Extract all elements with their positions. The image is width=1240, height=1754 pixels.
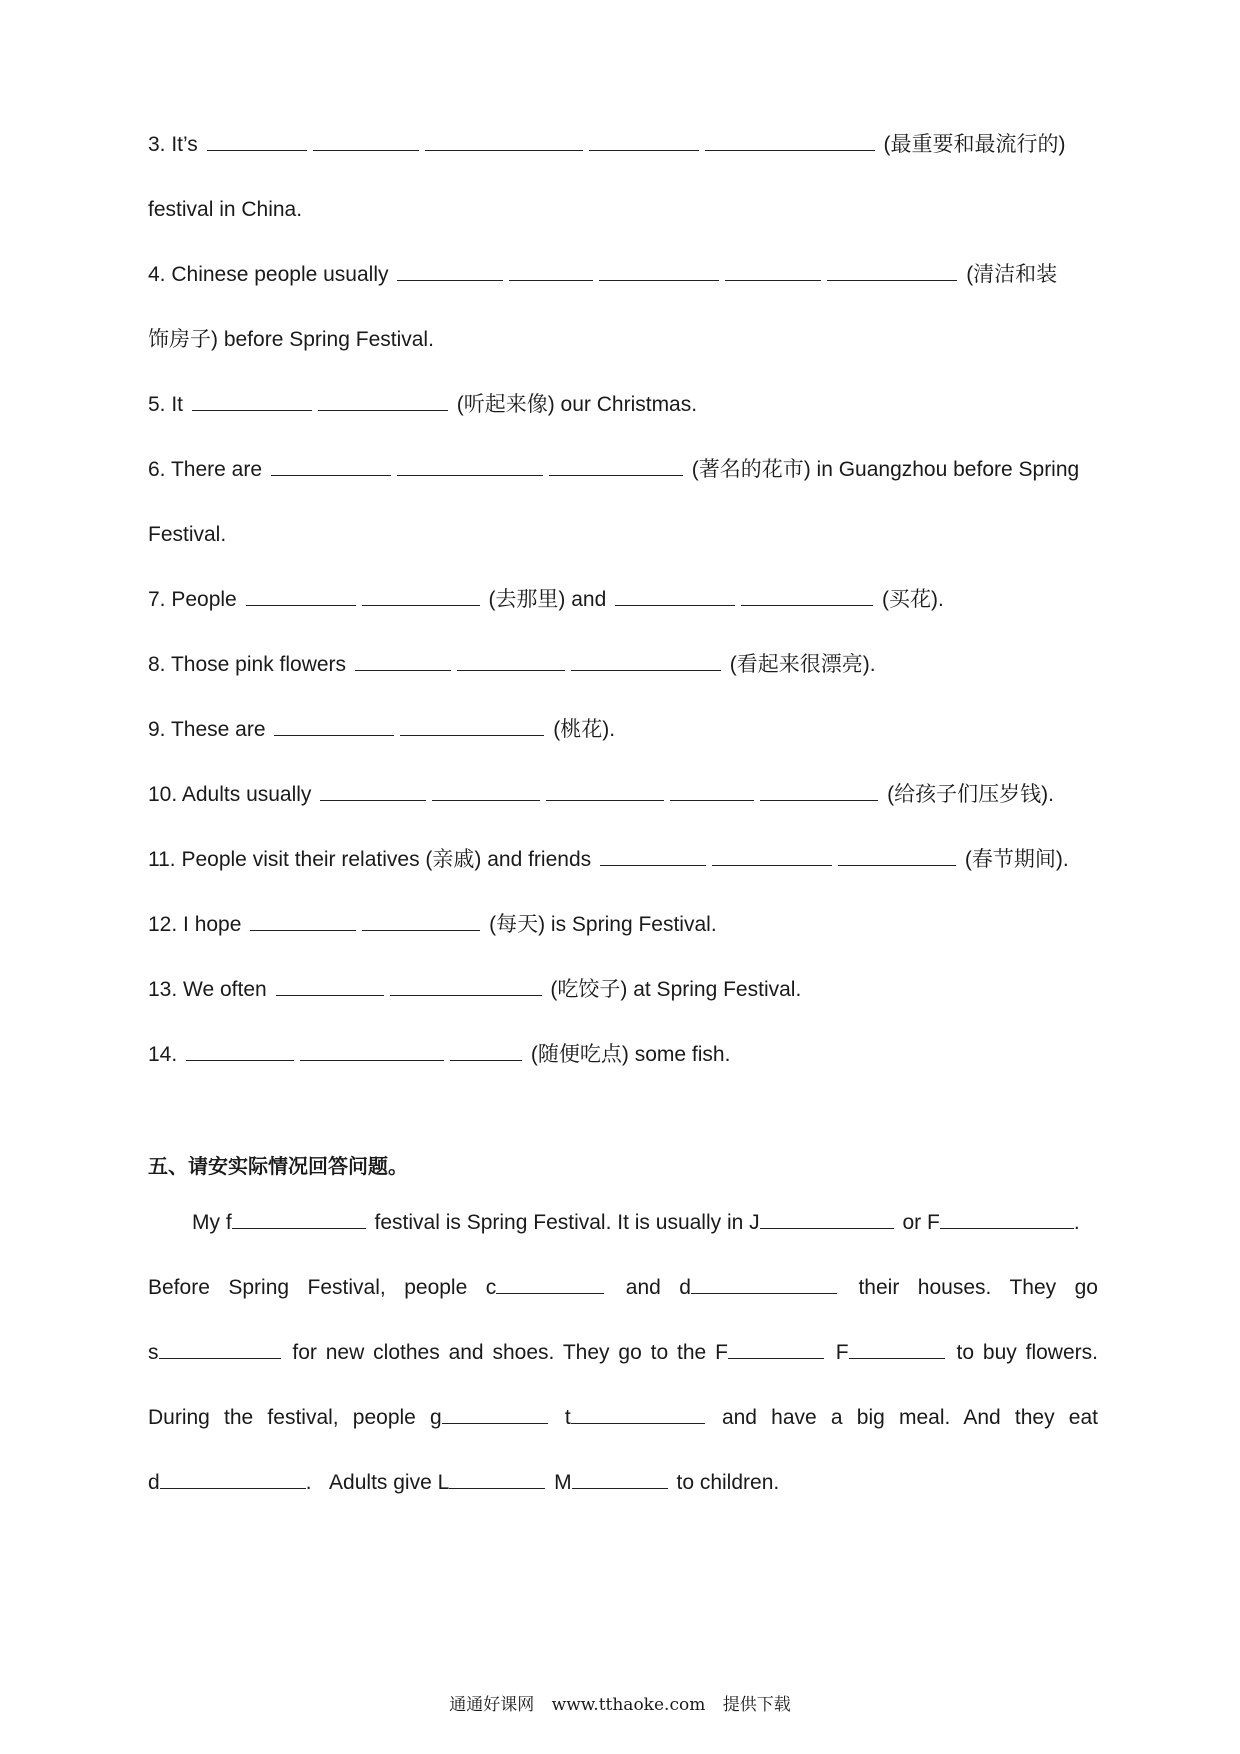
blank[interactable]	[760, 782, 878, 801]
passage-text: their houses. They go	[858, 1276, 1098, 1299]
q4-continuation: 饰房子) before Spring Festival.	[148, 328, 434, 351]
q11-hint: (春节期间).	[964, 848, 1069, 871]
q3-text-start: 3. It’s	[148, 133, 198, 156]
blank[interactable]	[450, 1042, 522, 1061]
blank[interactable]	[940, 1210, 1074, 1229]
question-8	[148, 651, 1098, 679]
question-11	[148, 846, 1098, 874]
blank[interactable]	[207, 132, 307, 151]
passage-line-1	[192, 1209, 1098, 1237]
q8-text-start: 8. Those pink flowers	[148, 653, 347, 676]
q8-hint: (看起来很漂亮).	[729, 653, 876, 676]
blank[interactable]	[313, 132, 419, 151]
page-footer	[0, 1690, 1240, 1715]
passage-text: .	[1073, 1211, 1080, 1234]
blank[interactable]	[670, 782, 754, 801]
blank[interactable]	[318, 392, 448, 411]
q7-hint-1: (去那里) and	[488, 588, 607, 611]
blank[interactable]	[827, 262, 957, 281]
blank[interactable]	[160, 1470, 306, 1489]
q9-hint: (桃花).	[553, 718, 616, 741]
passage-text: or F	[902, 1211, 940, 1234]
blank[interactable]	[712, 847, 832, 866]
passage-text: and have a big meal. And they eat	[721, 1406, 1098, 1429]
blank[interactable]	[432, 782, 540, 801]
blank[interactable]	[442, 1405, 548, 1424]
passage-line-4	[148, 1404, 1098, 1432]
blank[interactable]	[300, 1042, 444, 1061]
blank[interactable]	[589, 132, 699, 151]
blank[interactable]	[728, 1340, 824, 1359]
q14-hint: (随便吃点) some fish.	[530, 1043, 731, 1066]
blank[interactable]	[276, 977, 384, 996]
blank[interactable]	[362, 587, 480, 606]
section-heading: 五、请安实际情况回答问题。	[148, 1154, 408, 1178]
blank[interactable]	[232, 1210, 366, 1229]
q12-hint: (每天) is Spring Festival.	[489, 913, 717, 936]
passage-text: My f	[192, 1211, 232, 1234]
q11-text-start: 11. People visit their relatives (亲戚) and friends	[148, 848, 592, 871]
blank[interactable]	[362, 912, 480, 931]
q14-text-start: 14.	[148, 1043, 178, 1066]
blank[interactable]	[425, 132, 583, 151]
blank[interactable]	[725, 262, 821, 281]
blank[interactable]	[496, 1275, 604, 1294]
blank[interactable]	[449, 1470, 545, 1489]
question-7	[148, 586, 1098, 614]
blank[interactable]	[271, 457, 391, 476]
passage-text: for new clothes and shoes. They go to the F	[292, 1341, 728, 1364]
blank[interactable]	[600, 847, 706, 866]
passage-text: and d	[625, 1276, 691, 1299]
question-3	[148, 131, 1098, 159]
blank[interactable]	[572, 1470, 668, 1489]
passage-line-5	[148, 1469, 1098, 1497]
question-12	[148, 911, 1098, 939]
blank[interactable]	[741, 587, 873, 606]
blank[interactable]	[571, 652, 721, 671]
blank[interactable]	[599, 262, 719, 281]
blank[interactable]	[397, 262, 503, 281]
passage-text: t	[564, 1406, 571, 1429]
blank[interactable]	[849, 1340, 945, 1359]
passage-line-3	[148, 1339, 1098, 1367]
q5-hint: (听起来像) our Christmas.	[456, 393, 698, 416]
passage-text: to buy flowers.	[956, 1341, 1098, 1364]
passage-line-2	[148, 1274, 1098, 1302]
passage-text: During the festival, people g	[148, 1406, 442, 1429]
blank[interactable]	[250, 912, 356, 931]
passage-text: s	[148, 1341, 159, 1364]
q13-hint: (吃饺子) at Spring Festival.	[550, 978, 802, 1001]
blank[interactable]	[400, 717, 544, 736]
blank[interactable]	[546, 782, 664, 801]
blank[interactable]	[246, 587, 356, 606]
question-13	[148, 976, 1098, 1004]
question-5	[148, 391, 1098, 419]
q10-hint: (给孩子们压岁钱).	[887, 783, 1054, 806]
q6-text-start: 6. There are	[148, 458, 263, 481]
blank[interactable]	[457, 652, 565, 671]
passage-text: F	[835, 1341, 849, 1364]
question-10	[148, 781, 1098, 809]
footer-url[interactable]: www.tthaoke.com	[551, 1695, 706, 1715]
passage-text: Before Spring Festival, people c	[148, 1276, 497, 1299]
blank[interactable]	[192, 392, 312, 411]
blank[interactable]	[320, 782, 426, 801]
blank[interactable]	[838, 847, 956, 866]
blank[interactable]	[549, 457, 683, 476]
q7-hint-2: (买花).	[881, 588, 944, 611]
blank[interactable]	[274, 717, 394, 736]
blank[interactable]	[571, 1405, 705, 1424]
q9-text-start: 9. These are	[148, 718, 266, 741]
blank[interactable]	[705, 132, 875, 151]
question-4	[148, 261, 1098, 289]
passage-text: M	[554, 1471, 572, 1494]
blank[interactable]	[355, 652, 451, 671]
blank[interactable]	[760, 1210, 894, 1229]
footer-note: 提供下载	[722, 1695, 791, 1715]
q3-hint: (最重要和最流行的)	[883, 133, 1066, 156]
passage-text: Adults give L	[329, 1471, 450, 1494]
q4-hint: (清洁和装	[966, 263, 1058, 286]
passage-text: to children.	[676, 1471, 780, 1494]
passage-text: d	[148, 1471, 160, 1494]
blank[interactable]	[509, 262, 593, 281]
question-9	[148, 716, 1098, 744]
passage-text: .	[305, 1471, 312, 1494]
blank[interactable]	[397, 457, 543, 476]
q6-continuation: Festival.	[148, 523, 227, 546]
q10-text-start: 10. Adults usually	[148, 783, 312, 806]
question-6	[148, 456, 1098, 484]
blank[interactable]	[615, 587, 735, 606]
blank[interactable]	[390, 977, 542, 996]
q13-text-start: 13. We often	[148, 978, 267, 1001]
q6-hint: (著名的花市) in Guangzhou before Spring	[691, 458, 1080, 481]
blank[interactable]	[186, 1042, 294, 1061]
blank[interactable]	[159, 1340, 281, 1359]
q3-continuation: festival in China.	[148, 198, 303, 221]
question-14	[148, 1041, 1098, 1069]
q12-text-start: 12. I hope	[148, 913, 242, 936]
passage-text: festival is Spring Festival. It is usually in J	[374, 1211, 760, 1234]
q4-text-start: 4. Chinese people usually	[148, 263, 389, 286]
blank[interactable]	[691, 1275, 837, 1294]
q5-text-start: 5. It	[148, 393, 184, 416]
footer-site-name: 通通好课网	[449, 1695, 535, 1715]
q7-text-start: 7. People	[148, 588, 237, 611]
